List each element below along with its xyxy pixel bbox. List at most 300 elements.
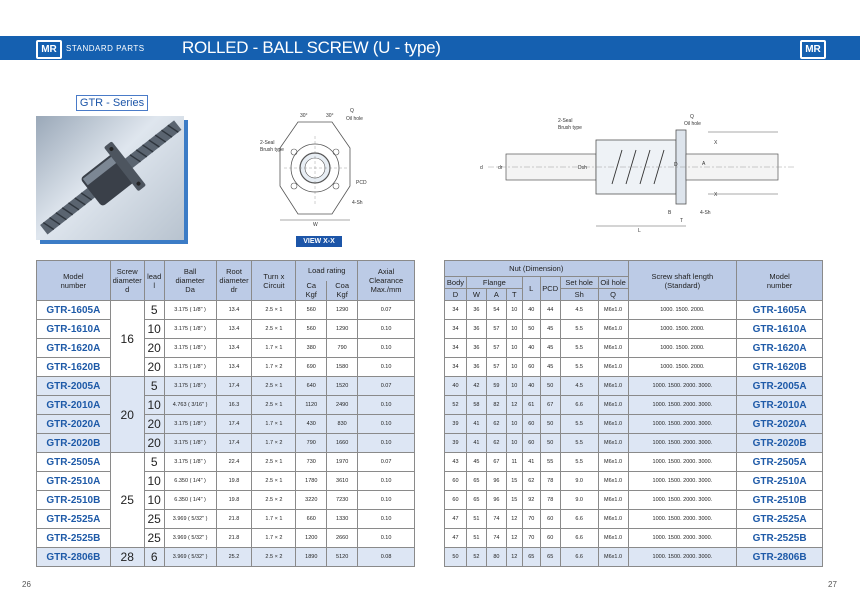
sh-cell: 9.0	[560, 491, 598, 510]
ball-diameter-cell: 3.969 ( 5/32" )	[164, 548, 216, 567]
coa-cell: 830	[327, 415, 358, 434]
axial-clearance-cell: 0.10	[358, 320, 415, 339]
table-row	[37, 548, 415, 567]
sh-cell: 6.6	[560, 548, 598, 567]
d-cell: 50	[445, 548, 467, 567]
pcd-cell: 60	[540, 529, 560, 548]
turn-circuit-cell: 2.5 × 1	[252, 453, 296, 472]
ca-cell: 1200	[296, 529, 327, 548]
logo-right: MR	[800, 40, 826, 59]
t-cell: 12	[506, 510, 522, 529]
d-cell: 34	[445, 320, 467, 339]
sh-cell: 5.5	[560, 415, 598, 434]
sh-cell: 5.5	[560, 339, 598, 358]
th-pcd: PCD	[540, 277, 560, 301]
angle-label-b: 30°	[326, 113, 334, 119]
ball-diameter-cell: 3.175 ( 1/8" )	[164, 453, 216, 472]
t-cell: 10	[506, 415, 522, 434]
len-cell: 1000. 1500. 2000.	[628, 339, 737, 358]
model-number-cell: GTR-2005A	[737, 377, 823, 396]
w-cell: 41	[466, 434, 486, 453]
coa-cell: 1660	[327, 434, 358, 453]
l-cell: 41	[522, 453, 540, 472]
th-l: L	[522, 277, 540, 301]
a-cell: 67	[486, 453, 506, 472]
a-cell: 96	[486, 491, 506, 510]
model-number-cell: GTR-2505A	[37, 453, 111, 472]
model-number-cell: GTR-1605A	[37, 301, 111, 320]
th-oil-hole: Oil hole	[598, 277, 628, 289]
table-row	[445, 358, 823, 377]
q-label: Q	[350, 108, 354, 114]
axial-clearance-cell: 0.10	[358, 529, 415, 548]
screw-diameter-cell: 20	[110, 377, 144, 453]
d-cell: 47	[445, 510, 467, 529]
len-cell: 1000. 1500. 2000. 3000.	[628, 434, 737, 453]
th-lead: lead l	[144, 261, 164, 301]
ca-cell: 380	[296, 339, 327, 358]
page-title: ROLLED - BALL SCREW (U - type)	[182, 38, 441, 57]
pcd-cell: 50	[540, 415, 560, 434]
q-cell: M6x1.0	[598, 491, 628, 510]
root-diameter-cell: 17.4	[216, 434, 252, 453]
ball-screw-illustration	[36, 116, 184, 240]
w-cell: 52	[466, 548, 486, 567]
product-photo	[36, 116, 184, 240]
sh-cell: 5.5	[560, 453, 598, 472]
page-number-left: 26	[22, 580, 31, 589]
lead-cell: 10	[144, 491, 164, 510]
l-cell: 70	[522, 510, 540, 529]
coa-cell: 1970	[327, 453, 358, 472]
axial-clearance-cell: 0.10	[358, 358, 415, 377]
d-cell: 60	[445, 491, 467, 510]
screw-diameter-cell: 25	[110, 453, 144, 548]
turn-circuit-cell: 2.5 × 1	[252, 377, 296, 396]
ca-cell: 560	[296, 301, 327, 320]
sh-cell: 5.5	[560, 320, 598, 339]
ca-cell: 1120	[296, 396, 327, 415]
lead-cell: 5	[144, 377, 164, 396]
d-cell: 47	[445, 529, 467, 548]
th-body: Body	[445, 277, 467, 289]
angle-label-a: 30°	[300, 113, 308, 119]
a-cell: 62	[486, 434, 506, 453]
table-row	[37, 358, 415, 377]
w-cell: 65	[466, 472, 486, 491]
model-number-cell: GTR-2020A	[737, 415, 823, 434]
turn-circuit-cell: 1.7 × 1	[252, 339, 296, 358]
table-row	[445, 548, 823, 567]
ball-diameter-cell: 3.175 ( 1/8" )	[164, 339, 216, 358]
model-number-cell: GTR-1620B	[37, 358, 111, 377]
model-number-cell: GTR-2525B	[737, 529, 823, 548]
coa-cell: 1290	[327, 320, 358, 339]
w-cell: 36	[466, 320, 486, 339]
left-table-body	[37, 301, 415, 567]
ball-diameter-cell: 3.175 ( 1/8" )	[164, 415, 216, 434]
t-cell: 15	[506, 491, 522, 510]
pcd-cell: 65	[540, 548, 560, 567]
q-cell: M6x1.0	[598, 434, 628, 453]
ball-diameter-cell: 6.350 ( 1/4" )	[164, 472, 216, 491]
right-table-body	[445, 301, 823, 567]
w-cell: 41	[466, 415, 486, 434]
model-number-cell: GTR-2510B	[737, 491, 823, 510]
turn-circuit-cell: 2.5 × 1	[252, 320, 296, 339]
turn-circuit-cell: 2.5 × 1	[252, 472, 296, 491]
l-cell: 62	[522, 472, 540, 491]
th-q: Q	[598, 289, 628, 301]
root-diameter-cell: 22.4	[216, 453, 252, 472]
root-diameter-cell: 13.4	[216, 339, 252, 358]
th-nut-dimension: Nut (Dimension)	[445, 261, 629, 277]
turn-circuit-cell: 1.7 × 1	[252, 415, 296, 434]
root-diameter-cell: 25.2	[216, 548, 252, 567]
axial-clearance-cell: 0.07	[358, 453, 415, 472]
a-cell: 74	[486, 510, 506, 529]
th-sh: Sh	[560, 289, 598, 301]
lead-cell: 20	[144, 415, 164, 434]
table-row	[445, 434, 823, 453]
model-number-cell: GTR-2020B	[737, 434, 823, 453]
a-cell: 54	[486, 301, 506, 320]
l-label: L	[638, 228, 641, 234]
table-row	[37, 415, 415, 434]
sh-cell: 9.0	[560, 472, 598, 491]
q-cell: M6x1.0	[598, 510, 628, 529]
len-cell: 1000. 1500. 2000. 3000.	[628, 453, 737, 472]
brush-label: Brush type	[260, 147, 284, 153]
th-flange: Flange	[466, 277, 522, 289]
len-cell: 1000. 1500. 2000. 3000.	[628, 529, 737, 548]
l-cell: 40	[522, 301, 540, 320]
axial-clearance-cell: 0.10	[358, 415, 415, 434]
page-number-right: 27	[828, 580, 837, 589]
th-ca: Ca Kgf	[296, 281, 327, 301]
seal-label-2: 2-Seal	[558, 118, 573, 124]
t-label: T	[680, 218, 684, 224]
q-cell: M6x1.0	[598, 396, 628, 415]
coa-cell: 1290	[327, 301, 358, 320]
q-cell: M6x1.0	[598, 377, 628, 396]
table-row	[37, 529, 415, 548]
lead-cell: 5	[144, 301, 164, 320]
t-cell: 10	[506, 358, 522, 377]
th-set-hole: Set hole	[560, 277, 598, 289]
table-row	[445, 396, 823, 415]
lead-cell: 10	[144, 320, 164, 339]
lead-cell: 25	[144, 510, 164, 529]
th-w: W	[466, 289, 486, 301]
d-cell: 39	[445, 415, 467, 434]
len-cell: 1000. 1500. 2000.	[628, 358, 737, 377]
pcd-label: PCD	[356, 180, 367, 186]
th-ball-diameter: Ball diameter Da	[164, 261, 216, 301]
sh-cell: 6.6	[560, 529, 598, 548]
t-cell: 10	[506, 301, 522, 320]
t-cell: 15	[506, 472, 522, 491]
l-cell: 60	[522, 434, 540, 453]
ball-diameter-cell: 3.175 ( 1/8" )	[164, 301, 216, 320]
root-diameter-cell: 17.4	[216, 377, 252, 396]
oil-hole-label: Oil hole	[346, 116, 363, 122]
pcd-cell: 50	[540, 434, 560, 453]
ball-diameter-cell: 3.175 ( 1/8" )	[164, 434, 216, 453]
table-row	[37, 491, 415, 510]
t-cell: 11	[506, 453, 522, 472]
ca-cell: 640	[296, 377, 327, 396]
table-row	[37, 472, 415, 491]
root-diameter-cell: 21.8	[216, 510, 252, 529]
a-cell: 57	[486, 358, 506, 377]
pcd-cell: 78	[540, 491, 560, 510]
coa-cell: 1580	[327, 358, 358, 377]
sh-label-2: 4-Sh	[700, 210, 711, 216]
coa-cell: 1330	[327, 510, 358, 529]
table-row	[445, 453, 823, 472]
coa-cell: 790	[327, 339, 358, 358]
model-number-cell: GTR-2505A	[737, 453, 823, 472]
l-cell: 70	[522, 529, 540, 548]
l-cell: 61	[522, 396, 540, 415]
pcd-cell: 60	[540, 510, 560, 529]
coa-cell: 3610	[327, 472, 358, 491]
table-row	[37, 301, 415, 320]
lead-cell: 6	[144, 548, 164, 567]
q-cell: M6x1.0	[598, 339, 628, 358]
q-cell: M6x1.0	[598, 529, 628, 548]
pcd-cell: 45	[540, 320, 560, 339]
right-spec-table	[444, 260, 823, 567]
th-load-rating: Load rating	[296, 261, 358, 281]
axial-clearance-cell: 0.10	[358, 339, 415, 358]
a-cell: 57	[486, 320, 506, 339]
model-number-cell: GTR-2005A	[37, 377, 111, 396]
oil-hole-label-2: Oil hole	[684, 121, 701, 127]
ca-cell: 1890	[296, 548, 327, 567]
q-cell: M6x1.0	[598, 320, 628, 339]
len-cell: 1000. 1500. 2000. 3000.	[628, 396, 737, 415]
q-cell: M6x1.0	[598, 358, 628, 377]
model-number-cell: GTR-2525B	[37, 529, 111, 548]
l-cell: 60	[522, 415, 540, 434]
pcd-cell: 45	[540, 358, 560, 377]
model-number-cell: GTR-2806B	[737, 548, 823, 567]
d-cell: 40	[445, 377, 467, 396]
root-diameter-cell: 17.4	[216, 415, 252, 434]
x-label-bottom: X	[714, 192, 718, 198]
th-d: D	[445, 289, 467, 301]
ca-cell: 660	[296, 510, 327, 529]
w-cell: 42	[466, 377, 486, 396]
th-root-diameter: Root diameter dr	[216, 261, 252, 301]
ca-cell: 3220	[296, 491, 327, 510]
d-cell: 43	[445, 453, 467, 472]
nut-side-view-drawing	[478, 110, 798, 234]
len-cell: 1000. 1500. 2000. 3000.	[628, 548, 737, 567]
w-cell: 36	[466, 358, 486, 377]
a-cell: 74	[486, 529, 506, 548]
a-cell: 80	[486, 548, 506, 567]
table-row	[445, 510, 823, 529]
ca-cell: 430	[296, 415, 327, 434]
a-cell: 96	[486, 472, 506, 491]
table-row	[37, 434, 415, 453]
left-spec-table	[36, 260, 415, 567]
th-t: T	[506, 289, 522, 301]
axial-clearance-cell: 0.10	[358, 510, 415, 529]
q-cell: M6x1.0	[598, 548, 628, 567]
l-cell: 65	[522, 548, 540, 567]
d-cell: 34	[445, 301, 467, 320]
pcd-cell: 78	[540, 472, 560, 491]
table-row	[37, 377, 415, 396]
sh-cell: 4.5	[560, 377, 598, 396]
model-number-cell: GTR-2525A	[37, 510, 111, 529]
b-label: B	[668, 210, 672, 216]
t-cell: 10	[506, 320, 522, 339]
pcd-cell: 45	[540, 339, 560, 358]
root-diameter-cell: 16.3	[216, 396, 252, 415]
ball-diameter-cell: 6.350 ( 1/4" )	[164, 491, 216, 510]
brush-label-2: Brush type	[558, 125, 582, 131]
len-cell: 1000. 1500. 2000. 3000.	[628, 415, 737, 434]
pcd-cell: 55	[540, 453, 560, 472]
sh-cell: 6.6	[560, 510, 598, 529]
pcd-cell: 67	[540, 396, 560, 415]
root-diameter-cell: 13.4	[216, 301, 252, 320]
ca-cell: 790	[296, 434, 327, 453]
table-row	[445, 415, 823, 434]
model-number-cell: GTR-1605A	[737, 301, 823, 320]
table-row	[445, 301, 823, 320]
turn-circuit-cell: 2.5 × 1	[252, 396, 296, 415]
turn-circuit-cell: 1.7 × 2	[252, 434, 296, 453]
th-coa: Coa Kgf	[327, 281, 358, 301]
len-cell: 1000. 1500. 2000. 3000.	[628, 377, 737, 396]
model-number-cell: GTR-2020A	[37, 415, 111, 434]
a-label: A	[702, 161, 706, 167]
screw-diameter-cell: 16	[110, 301, 144, 377]
model-number-cell: GTR-2806B	[37, 548, 111, 567]
table-row	[445, 320, 823, 339]
t-cell: 12	[506, 529, 522, 548]
ca-cell: 730	[296, 453, 327, 472]
d-cell: 39	[445, 434, 467, 453]
model-number-cell: GTR-2525A	[737, 510, 823, 529]
w-cell: 36	[466, 339, 486, 358]
len-cell: 1000. 1500. 2000. 3000.	[628, 491, 737, 510]
t-cell: 12	[506, 396, 522, 415]
w-cell: 65	[466, 491, 486, 510]
root-diameter-cell: 21.8	[216, 529, 252, 548]
table-row	[37, 339, 415, 358]
q-cell: M6x1.0	[598, 301, 628, 320]
axial-clearance-cell: 0.10	[358, 434, 415, 453]
table-row	[445, 472, 823, 491]
w-cell: 51	[466, 529, 486, 548]
model-number-cell: GTR-2510A	[737, 472, 823, 491]
table-row	[37, 510, 415, 529]
coa-cell: 2660	[327, 529, 358, 548]
table-row	[37, 396, 415, 415]
l-cell: 40	[522, 377, 540, 396]
a-cell: 62	[486, 415, 506, 434]
model-number-cell: GTR-1620B	[737, 358, 823, 377]
w-cell: 45	[466, 453, 486, 472]
axial-clearance-cell: 0.10	[358, 472, 415, 491]
th-a: A	[486, 289, 506, 301]
coa-cell: 2490	[327, 396, 358, 415]
l-cell: 40	[522, 339, 540, 358]
coa-cell: 5120	[327, 548, 358, 567]
root-diameter-cell: 13.4	[216, 320, 252, 339]
standard-parts-label: STANDARD PARTS	[66, 44, 145, 53]
q-cell: M6x1.0	[598, 415, 628, 434]
model-number-cell: GTR-1610A	[737, 320, 823, 339]
len-cell: 1000. 1500. 2000. 3000.	[628, 510, 737, 529]
d-cell: 52	[445, 396, 467, 415]
ball-diameter-cell: 3.969 ( 5/32" )	[164, 510, 216, 529]
root-diameter-cell: 19.8	[216, 472, 252, 491]
table-row	[445, 339, 823, 358]
d-upper-label: D	[674, 162, 678, 168]
turn-circuit-cell: 1.7 × 2	[252, 358, 296, 377]
th-screw-shaft-length: Screw shaft length (Standard)	[628, 261, 737, 301]
coa-cell: 7230	[327, 491, 358, 510]
table-row	[445, 491, 823, 510]
model-number-cell: GTR-1620A	[737, 339, 823, 358]
table-row	[37, 453, 415, 472]
series-label: GTR - Series	[76, 95, 148, 111]
a-cell: 57	[486, 339, 506, 358]
view-x-x-label: VIEW X-X	[296, 236, 342, 247]
logo-left: MR	[36, 40, 62, 59]
w-cell: 51	[466, 510, 486, 529]
screw-diameter-cell: 28	[110, 548, 144, 567]
lead-cell: 20	[144, 434, 164, 453]
turn-circuit-cell: 2.5 × 1	[252, 301, 296, 320]
len-cell: 1000. 1500. 2000.	[628, 320, 737, 339]
d-cell: 60	[445, 472, 467, 491]
ca-cell: 690	[296, 358, 327, 377]
q-label-2: Q	[690, 114, 694, 120]
a-cell: 59	[486, 377, 506, 396]
w-cell: 36	[466, 301, 486, 320]
axial-clearance-cell: 0.07	[358, 301, 415, 320]
model-number-cell: GTR-1610A	[37, 320, 111, 339]
th-axial-clearance: Axial Clearance Max./mm	[358, 261, 415, 301]
seal-label: 2-Seal	[260, 140, 275, 146]
w-label: W	[313, 222, 318, 228]
header-bar	[0, 36, 860, 60]
th-model-number-right: Model number	[737, 261, 823, 301]
model-number-cell: GTR-2510B	[37, 491, 111, 510]
table-row	[37, 320, 415, 339]
t-cell: 10	[506, 339, 522, 358]
model-number-cell: GTR-2510A	[37, 472, 111, 491]
lead-cell: 10	[144, 396, 164, 415]
ca-cell: 1780	[296, 472, 327, 491]
th-model-number: Model number	[37, 261, 111, 301]
turn-circuit-cell: 1.7 × 1	[252, 510, 296, 529]
root-diameter-cell: 13.4	[216, 358, 252, 377]
th-turn-circuit: Turn x Circuit	[252, 261, 296, 301]
sh-cell: 4.5	[560, 301, 598, 320]
turn-circuit-cell: 1.7 × 2	[252, 529, 296, 548]
ball-diameter-cell: 3.969 ( 5/32" )	[164, 529, 216, 548]
